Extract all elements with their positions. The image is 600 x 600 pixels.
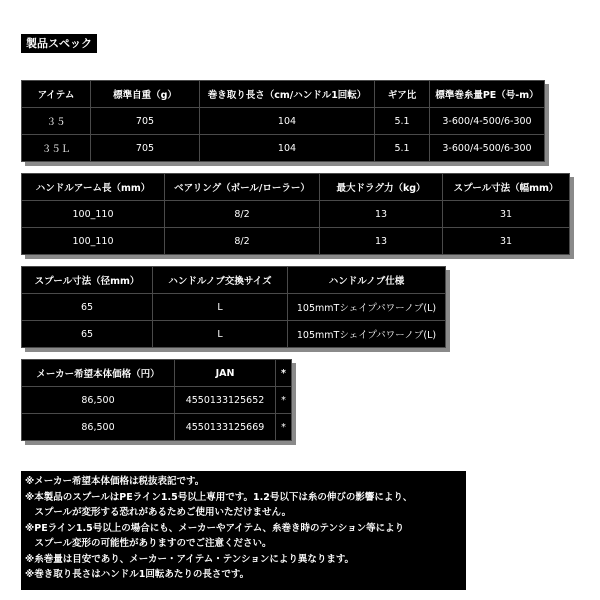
cell: L xyxy=(153,321,288,348)
table-row xyxy=(22,108,545,135)
cell: 105mmTシェイプパワーノブ(L) xyxy=(288,294,446,321)
spec-table-price xyxy=(21,359,292,441)
cell: 13 xyxy=(320,201,443,228)
cell: 65 xyxy=(22,294,153,321)
cell: 705 xyxy=(91,135,200,162)
header-asterisk: * xyxy=(276,360,292,387)
table-row xyxy=(22,228,570,255)
header-spool-diameter: スプール寸法（径mm） xyxy=(22,267,153,294)
cell: * xyxy=(276,387,292,414)
header-price: メーカー希望本体価格（円） xyxy=(22,360,175,387)
note-line: スプール変形の可能性がありますのでご注意ください。 xyxy=(25,538,272,549)
table-header-row xyxy=(22,174,570,201)
header-handle-length: ハンドルアーム長（mm） xyxy=(22,174,165,201)
table-header-row xyxy=(22,360,292,387)
table-row xyxy=(22,201,570,228)
header-spool-width: スプール寸法（幅mm） xyxy=(443,174,570,201)
header-max-drag: 最大ドラグ力（kg） xyxy=(320,174,443,201)
cell: 8/2 xyxy=(165,228,320,255)
page-title: 製品スペック xyxy=(21,34,97,53)
cell: 3-600/4-500/6-300 xyxy=(430,135,545,162)
header-knob-spec: ハンドルノブ仕様 xyxy=(288,267,446,294)
cell: * xyxy=(276,414,292,441)
cell: 104 xyxy=(200,135,375,162)
cell: 13 xyxy=(320,228,443,255)
cell: 100_110 xyxy=(22,228,165,255)
table-header-row xyxy=(22,267,446,294)
cell: 105mmTシェイプパワーノブ(L) xyxy=(288,321,446,348)
cell: ３５Ｌ xyxy=(22,135,91,162)
spec-table-knob xyxy=(21,266,446,348)
cell: 3-600/4-500/6-300 xyxy=(430,108,545,135)
table-header-row xyxy=(22,81,545,108)
notes-box xyxy=(21,471,466,590)
header-gear-ratio: ギア比 xyxy=(375,81,430,108)
note-line: ※PEライン1.5号以上の場合にも、メーカーやアイテム、糸巻き時のテンション等により xyxy=(25,522,405,534)
cell: ３５ xyxy=(22,108,91,135)
spec-table-handle xyxy=(21,173,570,255)
table-row xyxy=(22,414,292,441)
header-item: アイテム xyxy=(22,81,91,108)
note-line: ※本製品のスプールはPEライン1.5号以上専用です。1.2号以下は糸の伸びの影響により、 xyxy=(25,491,413,503)
cell: 5.1 xyxy=(375,108,430,135)
cell: 31 xyxy=(443,228,570,255)
header-bearing: ベアリング（ボール/ローラー） xyxy=(165,174,320,201)
cell: 100_110 xyxy=(22,201,165,228)
note-line: ※巻き取り長さはハンドル1回転あたりの長さです。 xyxy=(25,569,250,580)
cell: 4550133125669 xyxy=(175,414,276,441)
cell: L xyxy=(153,294,288,321)
table-row xyxy=(22,135,545,162)
note-line: ※メーカー希望本体価格は税抜表記です。 xyxy=(25,476,205,487)
header-knob-size: ハンドルノブ交換サイズ xyxy=(153,267,288,294)
table-row xyxy=(22,321,446,348)
cell: 104 xyxy=(200,108,375,135)
cell: 8/2 xyxy=(165,201,320,228)
cell: 5.1 xyxy=(375,135,430,162)
cell: 31 xyxy=(443,201,570,228)
header-line-capacity: 標準巻糸量PE（号-m） xyxy=(430,81,545,108)
note-line: スプールが変形する恐れがあるためご使用いただけません。 xyxy=(25,507,292,518)
cell: 705 xyxy=(91,108,200,135)
table-row xyxy=(22,294,446,321)
header-weight: 標準自重（g） xyxy=(91,81,200,108)
header-jan: JAN xyxy=(175,360,276,387)
header-retrieve: 巻き取り長さ（cm/ハンドル1回転） xyxy=(200,81,375,108)
spec-table-main xyxy=(21,80,545,162)
cell: 4550133125652 xyxy=(175,387,276,414)
cell: 86,500 xyxy=(22,414,175,441)
table-row xyxy=(22,387,292,414)
note-line: ※糸巻量は目安であり、メーカー・アイテム・テンションにより異なります。 xyxy=(25,553,355,565)
cell: 65 xyxy=(22,321,153,348)
cell: 86,500 xyxy=(22,387,175,414)
